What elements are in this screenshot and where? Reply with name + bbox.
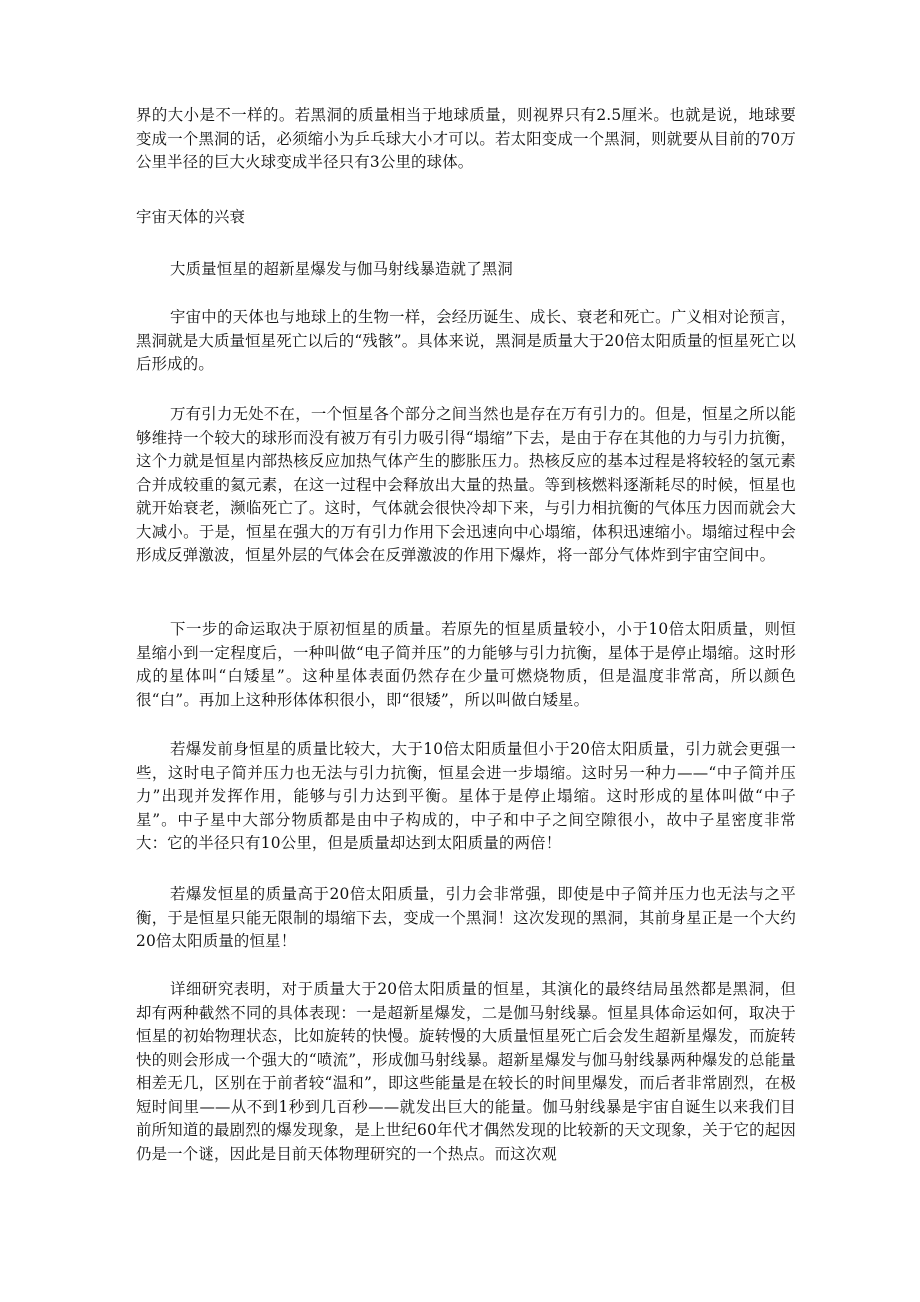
paragraph-black-hole-formation: 若爆发恒星的质量高于20倍太阳质量，引力会非常强，即使是中子简并压力也无法与之平衡，于是恒星只能无限制的塌缩下去，变成一个黑洞！这次发现的黑洞，其前身星正是一个大约20倍太阳质量的恒星！ xyxy=(136,885,796,950)
section-heading: 宇宙天体的兴衰 xyxy=(136,208,246,226)
subheading: 大质量恒星的超新星爆发与伽马射线暴造就了黑洞 xyxy=(170,260,513,278)
paragraph-neutron-star: 若爆发前身恒星的质量比较大，大于10倍太阳质量但小于20倍太阳质量，引力就会更强一些，这时电子简并压力也无法与引力抗衡，恒星会进一步塌缩。这时另一种力——“中子简并压力”出现并发挥作用，能够与引力达到平衡。星体于是停止塌缩。这时形成的星体叫做“中子星”。中子星中大部分物质都是由中子构成的，中子和中子之间空隙很小，故中子星密度非常大：它的半径只有10公里，但是质量却达到太阳质量的两倍！ xyxy=(136,740,796,852)
paragraph-stellar-life: 宇宙中的天体也与地球上的生物一样，会经历诞生、成长、衰老和死亡。广义相对论预言，黑洞就是大质量恒星死亡以后的“残骸”。具体来说，黑洞是质量大于20倍太阳质量的恒星死亡以后形成的。 xyxy=(136,308,796,373)
paragraph-white-dwarf: 下一步的命运取决于原初恒星的质量。若原先的恒星质量较小，小于10倍太阳质量，则恒星缩小到一定程度后，一种叫做“电子简并压”的力能够与引力抗衡，星体于是停止塌缩。这时形成的星体叫“白矮星”。这种星体表面仍然存在少量可燃烧物质，但是温度非常高，所以颜色很“白”。再加上这种形体体积很小，即“很矮”，所以叫做白矮星。 xyxy=(136,620,796,709)
paragraph-event-horizon-size: 界的大小是不一样的。若黑洞的质量相当于地球质量，则视界只有2.5厘米。也就是说，地球要变成一个黑洞的话，必须缩小为乒乓球大小才可以。若太阳变成一个黑洞，则就要从目前的70万公里半径的巨大火球变成半径只有3公里的球体。 xyxy=(136,106,796,171)
paragraph-gravity-collapse: 万有引力无处不在，一个恒星各个部分之间当然也是存在万有引力的。但是，恒星之所以能够维持一个较大的球形而没有被万有引力吸引得“塌缩”下去，是由于存在其他的力与引力抗衡，这个力就是恒星内部热核反应加热气体产生的膨胀压力。热核反应的基本过程是将较轻的氢元素合并成较重的氦元素，在这一过程中会释放出大量的热量。等到核燃料逐渐耗尽的时候，恒星也就开始衰老，濒临死亡了。这时，气体就会很快冷却下来，与引力相抗衡的气体压力因而就会大大减小。于是，恒星在强大的万有引力作用下会迅速向中心塌缩，体积迅速缩小。塌缩过程中会形成反弹激波，恒星外层的气体会在反弹激波的作用下爆炸，将一部分气体炸到宇宙空间中。 xyxy=(136,405,796,564)
paragraph-supernova-grb: 详细研究表明，对于质量大于20倍太阳质量的恒星，其演化的最终结局虽然都是黑洞，但却有两种截然不同的具体表现：一是超新星爆发，二是伽马射线暴。恒星具体命运如何，取决于恒星的初始物理状态，比如旋转的快慢。旋转慢的大质量恒星死亡后会发生超新星爆发，而旋转快的则会形成一个强大的“喷流”，形成伽马射线暴。超新星爆发与伽马射线暴两种爆发的总能量相差无几，区别在于前者较“温和”，即这些能量是在较长的时间里爆发，而后者非常剧烈，在极短时间里——从不到1秒到几百秒——就发出巨大的能量。伽马射线暴是宇宙自诞生以来我们目前所知道的最剧烈的爆发现象，是上世纪60年代才偶然发现的比较新的天文现象，关于它的起因仍是一个谜，因此是目前天体物理研究的一个热点。而这次观 xyxy=(136,980,796,1163)
